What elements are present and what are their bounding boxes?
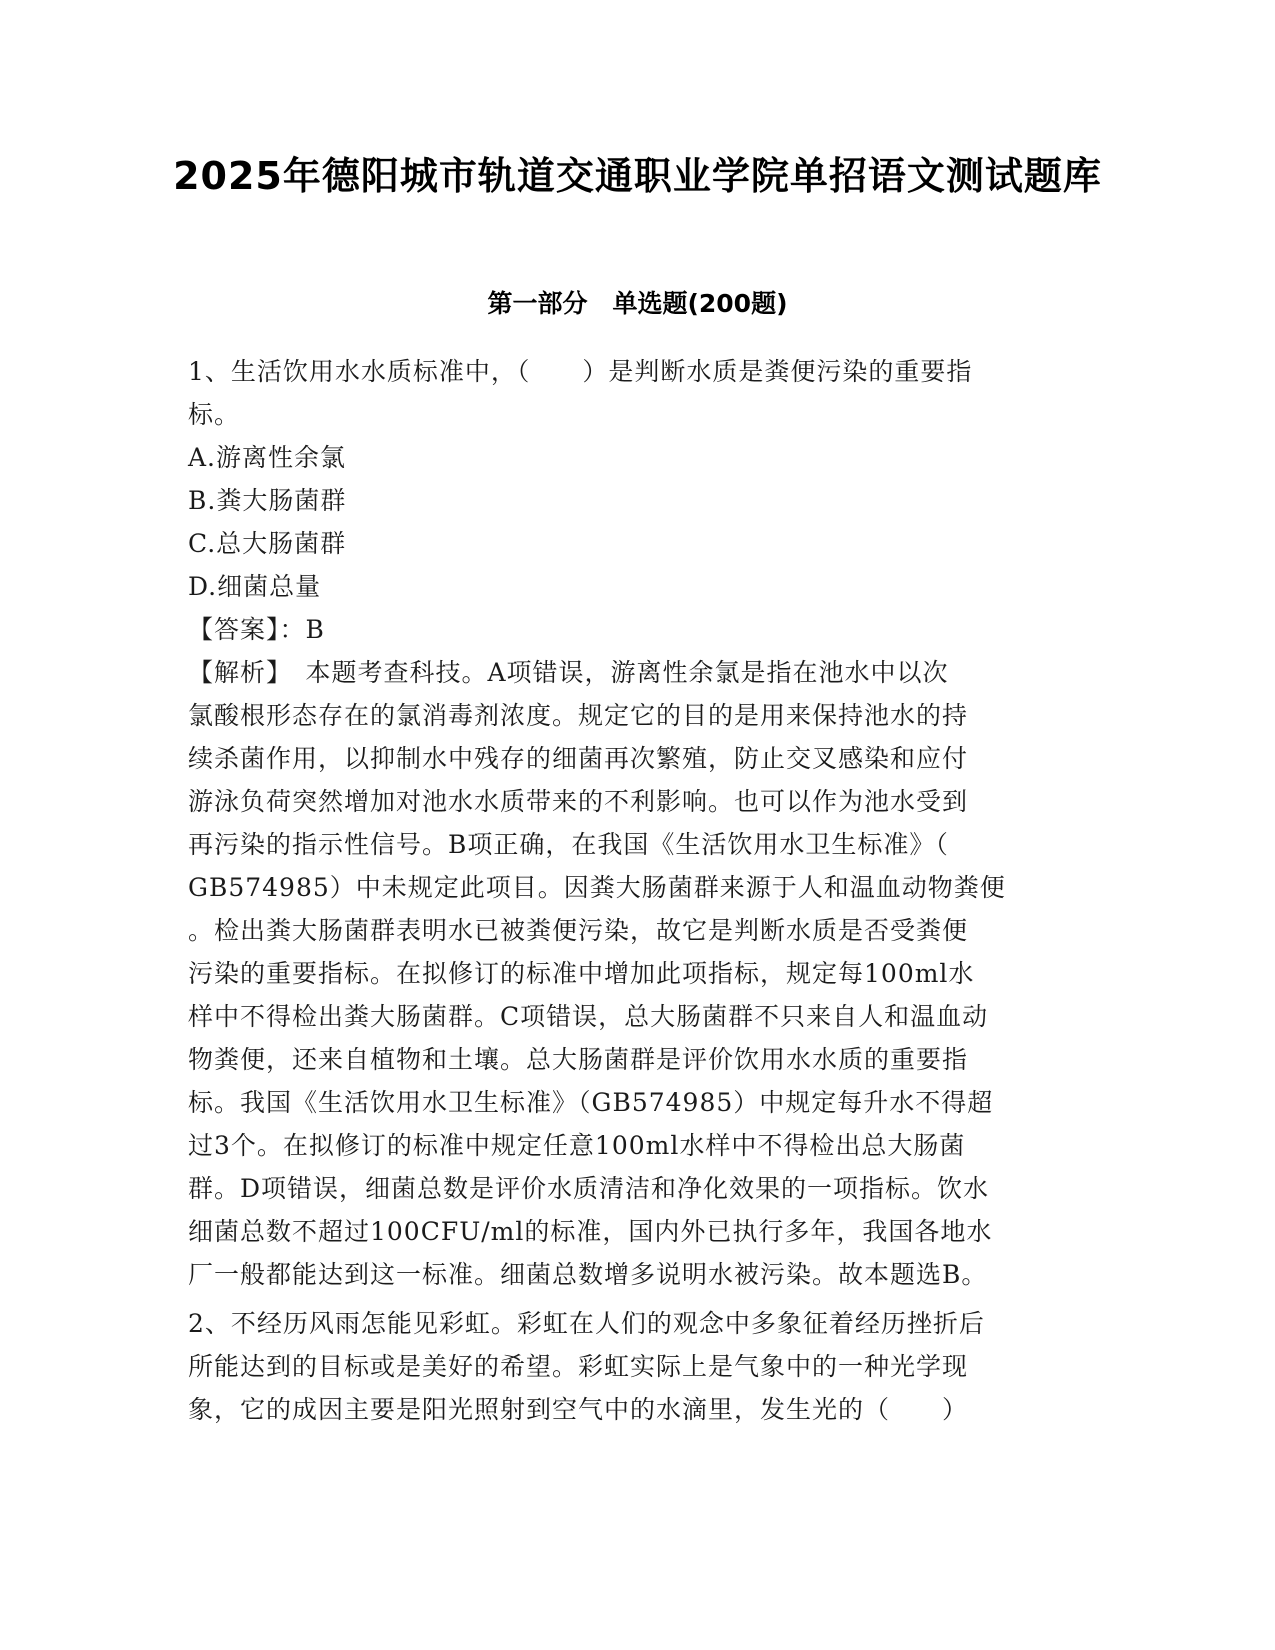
answer-line: 【答案】：B	[188, 615, 325, 644]
text-line: 【解析】 本题考查科技。A项错误，游离性余氯是指在池水中以次	[188, 658, 949, 687]
text-line: 氯酸根形态存在的氯消毒剂浓度。规定它的目的是用来保持池水的持	[188, 701, 969, 730]
document-title: 2025年德阳城市轨道交通职业学院单招语文测试题库	[173, 154, 1102, 198]
option-b: B.粪大肠菌群	[188, 486, 347, 515]
text-line: 群。D项错误，细菌总数是评价水质清洁和净化效果的一项指标。饮水	[188, 1174, 990, 1203]
option-c: C.总大肠菌群	[188, 529, 347, 558]
text-line: 2、不经历风雨怎能见彩虹。彩虹在人们的观念中多象征着经历挫折后	[188, 1309, 985, 1338]
option-d: D.细菌总量	[188, 572, 322, 601]
question-stem	[188, 1302, 1088, 1431]
text-line: 游泳负荷突然增加对池水水质带来的不利影响。也可以作为池水受到	[188, 787, 969, 816]
text-line: 。检出粪大肠菌群表明水已被粪便污染，故它是判断水质是否受粪便	[188, 916, 969, 945]
text-line: 污染的重要指标。在拟修订的标准中增加此项指标，规定每100ml水	[188, 959, 975, 988]
text-line: 细菌总数不超过100CFU/ml的标准，国内外已执行多年，我国各地水	[188, 1217, 993, 1246]
text-line: 1、生活饮用水水质标准中，（ ）是判断水质是粪便污染的重要指	[188, 357, 973, 386]
text-line: 象，它的成因主要是阳光照射到空气中的水滴里，发生光的（ ）	[188, 1395, 969, 1424]
text-line: 标。我国《生活饮用水卫生标准》（GB574985）中规定每升水不得超	[188, 1088, 994, 1117]
section-heading: 第一部分 单选题(200题)	[487, 289, 788, 318]
text-line: 续杀菌作用，以抑制水中残存的细菌再次繁殖，防止交叉感染和应付	[188, 744, 969, 773]
text-line: 厂一般都能达到这一标准。细菌总数增多说明水被污染。故本题选B。	[188, 1260, 988, 1289]
text-line: 所能达到的目标或是美好的希望。彩虹实际上是气象中的一种光学现	[188, 1352, 969, 1381]
text-line: 标。	[188, 400, 241, 429]
analysis-text	[188, 651, 1088, 1296]
document-body	[188, 350, 1088, 1431]
text-line: 过3个。在拟修订的标准中规定任意100ml水样中不得检出总大肠菌	[188, 1131, 966, 1160]
question-2	[188, 1302, 1088, 1431]
option-a: A.游离性余氯	[188, 443, 347, 472]
option-list	[188, 436, 1088, 608]
question-stem	[188, 350, 1088, 436]
text-line: 再污染的指示性信号。B项正确，在我国《生活饮用水卫生标准》（	[188, 830, 949, 859]
question-1	[188, 350, 1088, 1296]
text-line: GB574985）中未规定此项目。因粪大肠菌群来源于人和温血动物粪便	[188, 873, 1006, 902]
text-line: 物粪便，还来自植物和土壤。总大肠菌群是评价饮用水水质的重要指	[188, 1045, 969, 1074]
text-line: 样中不得检出粪大肠菌群。C项错误，总大肠菌群不只来自人和温血动	[188, 1002, 989, 1031]
